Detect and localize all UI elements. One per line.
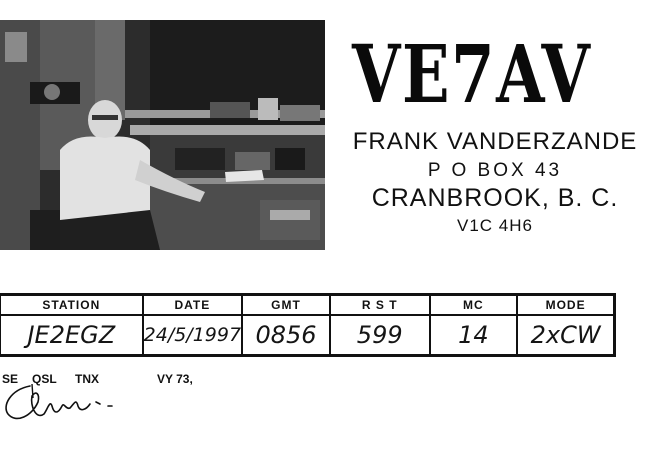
header-mc: MC [430,296,518,315]
qso-log-table [0,293,616,357]
header-station: STATION [1,296,143,315]
header-rst: R S T [330,296,430,315]
cell-gmt: 0856 [242,315,330,354]
footer-regards: VY 73, [157,372,193,386]
postal-code: V1C 4H6 [457,216,533,235]
handwritten-signature [0,384,140,429]
footer-qsl: QSL [32,372,57,386]
cell-date: 24/5/1997 [143,315,242,354]
operator-photo [0,20,325,250]
footer-tnx: TNX [75,372,99,386]
header-gmt: GMT [242,296,330,315]
callsign: VE7AV [352,27,592,121]
cell-mc: 14 [430,315,518,354]
cell-rst: 599 [330,315,430,354]
city: CRANBROOK, B. C. [371,184,619,212]
cell-station: JE2EGZ [1,315,143,354]
cell-mode: 2xCW [517,315,613,354]
header-mode: MODE [517,296,613,315]
operator-name: FRANK VANDERZANDE [352,128,638,155]
footer-pse: SE [2,372,19,386]
header-date: DATE [143,296,242,315]
po-box: P O BOX 43 [427,160,563,181]
